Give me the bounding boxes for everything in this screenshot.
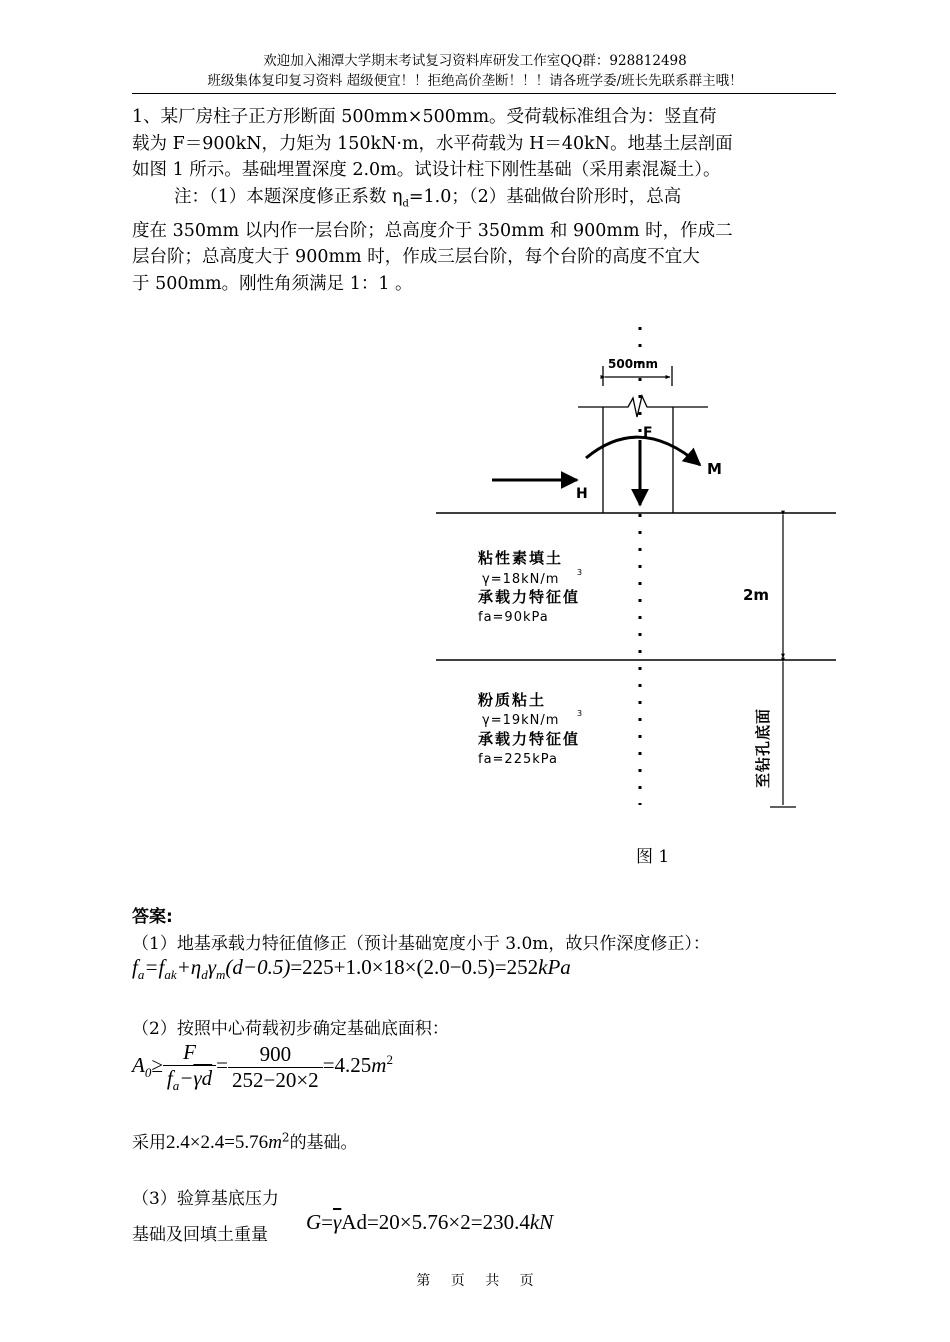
load-F-label: F xyxy=(643,425,653,441)
header-line-1: 欢迎加入湘潭大学期末考试复习资料库研发工作室QQ群：928812498 xyxy=(263,53,687,69)
answer-title: 答案: xyxy=(132,907,173,927)
load-H-label: H xyxy=(576,486,588,502)
problem-line-5: 度在 350mm 以内作一层台阶；总高度介于 350mm 和 900mm 时，作成二 xyxy=(132,220,733,241)
equation-1: $f_a=f_{ak}+\eta_d\gamma_m(d-0.5)=225+1.0\times 18\times(2.0-0.5)=252kPa$ xyxy=(132,955,571,983)
problem-line-2: 载为 F＝900kN，力矩为 150kN·m，水平荷载为 H＝40kN。地基土层剖面 xyxy=(132,133,733,154)
layer1-gamma: γ=18kN/m xyxy=(482,572,560,587)
depth-label-2m: 2m xyxy=(743,586,770,604)
layer2-capacity-label: 承载力特征值 xyxy=(478,730,581,748)
adopt-line: 采用$2.4\times 2.4=5.76m^2$的基础。 xyxy=(132,1130,358,1153)
layer1-gamma-sup: 3 xyxy=(577,568,583,577)
column-break-line xyxy=(578,396,708,417)
eq1-body: =225+1.0×18×(2.0−0.5)=252 xyxy=(290,955,539,979)
note-tail: =1.0；（2）基础做台阶形时，总高 xyxy=(408,186,682,207)
eq2-fraction-1 xyxy=(163,1040,216,1094)
eq1-unit: kPa xyxy=(538,955,571,979)
adopt-pre: 采用 xyxy=(132,1133,166,1153)
equation-2: $A_0\ge$ $\frac{F}{f_a-\overline{\gamma d}}$ = $\frac{900}{252-20\times 2}$ $=4.25m^2$ xyxy=(132,1040,393,1094)
eq2-den-1: $f_a-\overline{\gamma d}$ xyxy=(166,1066,213,1094)
layer2-name: 粉质粘土 xyxy=(478,691,547,709)
adopt-eq: 2.4×2.4=5.76 xyxy=(166,1132,269,1153)
eq3-unit: kN xyxy=(529,1210,554,1234)
layer2-gamma: γ=19kN/m xyxy=(482,713,560,728)
note-head: 注：（1）本题深度修正系数 η xyxy=(174,186,403,207)
adopt-post: 的基础。 xyxy=(289,1133,358,1153)
eq2-fraction-2 xyxy=(228,1042,323,1093)
eq2-den-2: 252−20×2 xyxy=(232,1067,319,1092)
eq3-body: Ad=20×5.76×2=230.4 xyxy=(341,1210,530,1234)
header-line-2: 班级集体复印复习资料 超级便宜！！拒绝高价垄断！！！请各班学委/班长先联系群主哦！ xyxy=(207,73,743,89)
dim-label-500mm: 500mm xyxy=(608,357,659,371)
step2-text: （2）按照中心荷载初步确定基础底面积： xyxy=(132,1019,449,1039)
problem-line-7: 于 500mm。刚性角须满足 1：1 。 xyxy=(132,273,413,294)
layer2-fa: fa=225kPa xyxy=(478,752,558,767)
eq2-num-1: F xyxy=(163,1040,216,1066)
equation-3: $G=\overline{\gamma}Ad=20\times 5.76\times 2=230.4kN$ xyxy=(306,1210,554,1234)
problem-line-3: 如图 1 所示。基础埋置深度 2.0m。试设计柱下刚性基础（采用素混凝土）。 xyxy=(132,160,721,180)
figure-caption: 图 1 xyxy=(636,847,670,867)
problem-line-6: 层台阶；总高度大于 900mm 时，作成三层台阶，每个台阶的高度不宜大 xyxy=(132,247,700,267)
eq2-result: =4.25 xyxy=(322,1052,372,1077)
eq2-num-2: 900 xyxy=(228,1042,323,1068)
layer1-name: 粘性素填土 xyxy=(478,549,564,567)
problem-line-1: 1、某厂房柱子正方形断面 500mm×500mm。受荷载标准组合为：竖直荷 xyxy=(132,107,717,127)
borehole-bottom-label: 至钻孔底面 xyxy=(754,707,772,788)
weight-label: 基础及回填土重量 xyxy=(132,1225,268,1245)
moment-M-label: M xyxy=(707,460,722,478)
page-footer: 第 页 共 页 xyxy=(416,1273,534,1289)
layer1-fa: fa=90kPa xyxy=(478,610,549,625)
note-subscript: d xyxy=(402,198,409,209)
step1-text: （1）地基承载力特征值修正（预计基础宽度小于 3.0m，故只作深度修正）： xyxy=(132,934,710,954)
step3-text: （3）验算基底压力 xyxy=(132,1189,279,1209)
layer1-capacity-label: 承载力特征值 xyxy=(478,588,581,606)
layer2-gamma-sup: 3 xyxy=(577,709,583,718)
